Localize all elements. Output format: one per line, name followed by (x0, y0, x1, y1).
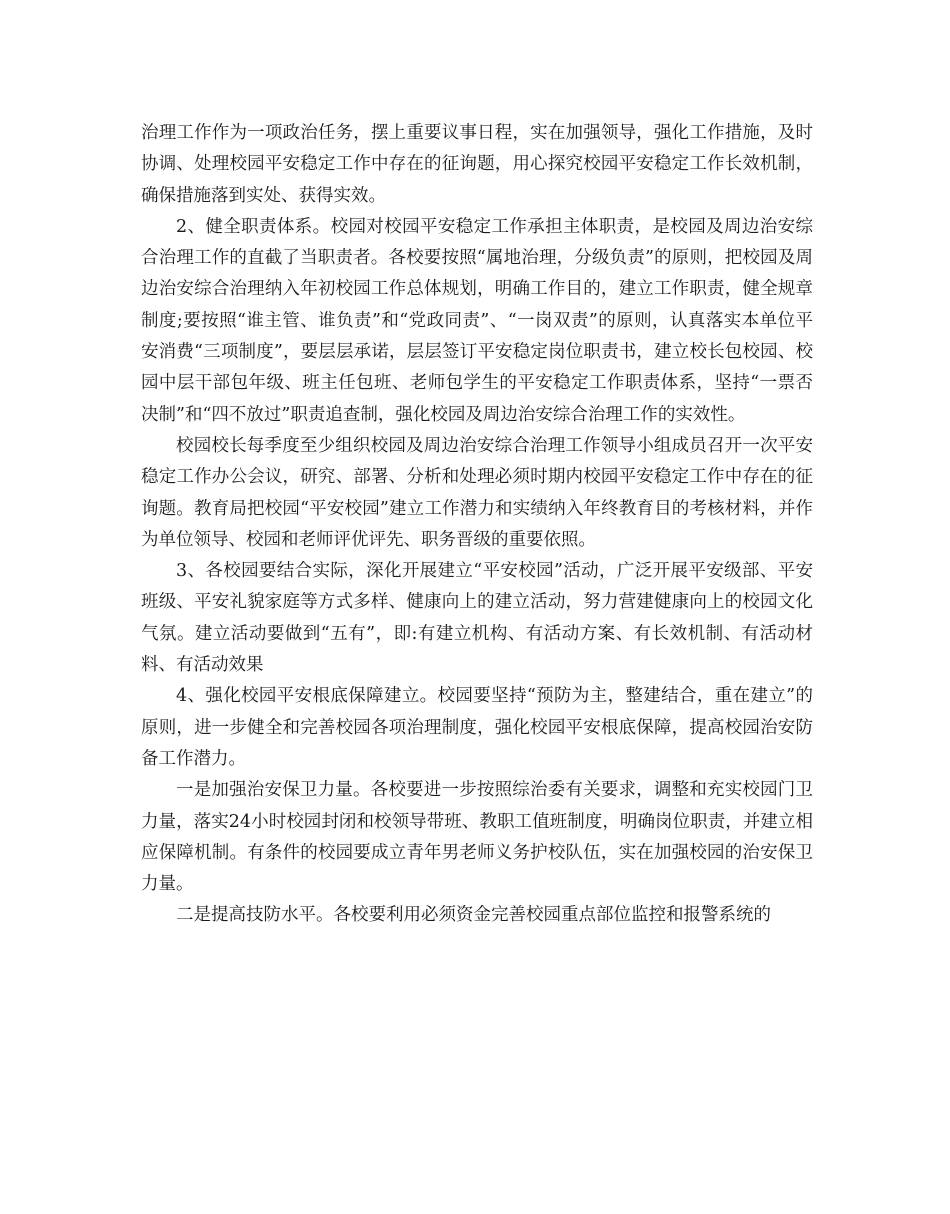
paragraph-safety-foundation: 4、强化校园平安根底保障建立。校园要坚持“预防为主，整建结合，重在建立”的原则，进一步健全和完善校园各项治理制度，强化校园平安根底保障，提高校园治安防备工作潜力。 (141, 686, 813, 769)
paragraph-responsibility-system: 2、健全职责体系。校园对校园平安稳定工作承担主体职责，是校园及周边治安综合治理工作的直截了当职责者。各校要按照“属地治理，分级负责”的原则，把校园及周边治安综合治理纳入年初校园工作总体规划，明确工作目的，建立工作职责，健全规章制度;要按照“谁主管、谁负责”和“党政同责”、“一岗双责”的原则，认真落实本单位平安消费“三项制度”，要层层承诺，层层签订平安稳定岗位职责书，建立校长包校园、校园中层干部包年级、班主任包班、老师包学生的平安稳定工作职责体系，坚持“一票否决制”和“四不放过”职责追查制，强化校园及周边治安综合治理工作的实效性。 (141, 216, 813, 425)
paragraph-principal-meetings: 校园校长每季度至少组织校园及周边治安综合治理工作领导小组成员召开一次平安稳定工作办公会议，研究、部署、分析和处理必须时期内校园平安稳定工作中存在的征询题。教育局把校园“平安校园”建立工作潜力和实绩纳入年终教育目的考核材料，并作为单位领导、校园和老师评优评先、职务晋级的重要依照。 (141, 435, 813, 550)
paragraph-safe-campus-activities: 3、各校园要结合实际，深化开展建立“平安校园”活动，广泛开展平安级部、平安班级、平安礼貌家庭等方式多样、健康向上的建立活动，努力营建健康向上的校园文化气氛。建立活动要做到“五有”，即:有建立机构、有活动方案、有长效机制、有活动材料、有活动效果 (141, 561, 813, 676)
paragraph-continuation: 治理工作作为一项政治任务，摆上重要议事日程，实在加强领导，强化工作措施，及时协调、处理校园平安稳定工作中存在的征询题，用心探究校园平安稳定工作长效机制，确保措施落到实处、获得实效。 (141, 123, 813, 206)
paragraph-security-force: 一是加强治安保卫力量。各校要进一步按照综治委有关要求，调整和充实校园门卫力量，落实24小时校园封闭和校领导带班、教职工值班制度，明确岗位职责，并建立相应保障机制。有条件的校园要成立青年男老师义务护校队伍，实在加强校园的治安保卫力量。 (141, 780, 813, 895)
document-body (141, 118, 813, 932)
paragraph-technical-defense: 二是提高技防水平。各校要利用必须资金完善校园重点部位监控和报警系统的 (176, 905, 771, 926)
